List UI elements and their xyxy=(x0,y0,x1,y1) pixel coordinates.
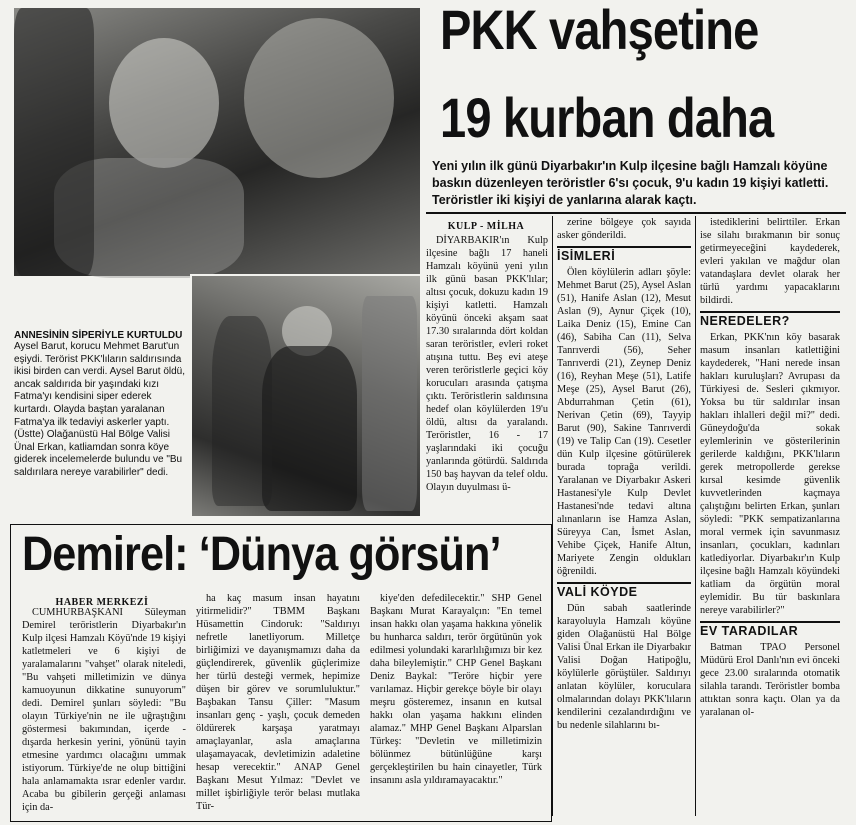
caption-text: Aysel Barut, korucu Mehmet Barut'un eşiydi. Terörist PKK'lıların saldırısında ikisi birden can verdi. Aysel Barut öldü, ancak saldırıda bir yaşındaki kızı Fatma'yı kendisini siper ederek kurtardı. Olayda baştan yaralanan Fatma'ya ilk tedaviyi askerler yaptı. (Üstte) Olağanüstü Hal Bölge Valisi Ünal Erkan, katliamdan sonra köye giderek incelemelerde bulundu ve "Bu saldırılara nereye varabilirler" dedi. xyxy=(14,341,186,478)
article2-column-1: CUMHURBAŞKANI Süleyman Demirel teröristlerin Diyarbakır'ın Kulp ilçesi Hamzalı Köyü'nde 19 kişiyi katletmeleri ve 6 kişiyi de yaralamalarını "vahşet" olarak niteledi, "Bu vahşeti milletimizin ve dünya kamuoyunun dikkatine sunuyorum" dedi. Demirel şunları söyledi: "Bu olayın Türkiye'nin ne ile uğraştığını göstermesi bakımından, içerde - dışarda herkesin yerini, yönünü tayin etmesine yardımcı olacağını ummak istiyorum. Türkiye'de ne olup bittiğini hala anlamamakta ısrar edenler vardır. Acaba bu gibilerin gerçeği anlaması için da- xyxy=(22,607,186,813)
subhead-isimleri: İSİMLERİ xyxy=(557,246,691,263)
headline-line-1: PKK vahşetine xyxy=(440,0,759,61)
subhead-ev-taradilar: EV TARADILAR xyxy=(700,621,840,638)
divider-top xyxy=(426,212,846,214)
column-rule-2 xyxy=(695,216,696,816)
headline-line-2: 19 kurban daha xyxy=(440,86,774,149)
main-photo-child-and-man xyxy=(14,8,420,276)
article1-column-3: istediklerini belirttiler. Erkan ise silahı bırakmanın bir sonuç getirmeyeceğini kaydederek, evleri yakılan ve mağdur olan vatandaşlara devlet olarak her türlü yardımı yapacaklarını bildirdi. NEREDELER? Erkan, PKK'nın köy basarak masum insanları katlettiğini kaydederek, "Hani nerede insan hakları kuruluşları? Avrupası da Türkiyesi de. Sesleri çıkmıyor. Yoksa bu tür saldırılar insan hakları ihlalleri değil mi?" dedi. Güneydoğu'da sokak eylemlerinin ve gösterilerinin gerilerde kaldığını, PKK'lıların gerek metropollerde gerekse kırsal kesimde güvenlik kuvvetlerinden kaçmaya çalıştığını belirten Erkan, şunları söyledi: "PKK sempatizanlarına moral vermek için savunmasız insanları, çocukları, kadınları katlediyorlar. Diyarbakır'ın Kulp ilçesine bağlı Hamzalı köyündeki katliam da örgütün moral eylemidir. Bu tür baskınlara nereye varabilirler?" EV TARADILAR Batman TPAO Personel Müdürü Erol Danlı'nın evi önceki gece 23.00 sıralarında otomatik silahla tarandı. Teröristler bomba attıktan sonra kaçtı. Olan ya da yaralanan ol- xyxy=(700,217,840,718)
subhead-vali-koyde: VALİ KÖYDE xyxy=(557,582,691,599)
column-rule-1 xyxy=(552,216,553,816)
headline-deck: Yeni yılın ilk günü Diyarbakır'ın Kulp ilçesine bağlı Hamzalı köyüne baskın düzenleyen teröristler 6'sı çocuk, 9'u kadın 19 kişiyi katletti. Teröristler iki kişiyi de yanlarına alarak kaçtı. xyxy=(432,159,829,207)
subhead-neredeler: NEREDELER? xyxy=(700,311,840,328)
inset-photo-governor-visit xyxy=(190,274,422,518)
caption-title: ANNESİNİN SİPERİYLE KURTULDU xyxy=(14,330,183,341)
article2-column-3: kiye'den defedilecektir." SHP Genel Başkanı Murat Karayalçın: "En temel insan hakkı olan yaşama hakkına yönelik bu hunharca saldırı, terör örgütünün yok edilmesi yolundaki kararlılığımızı bir kez daha bileylemiştir." CHP Genel Başkanı Deniz Baykal: "Teröre hiçbir yere varılamaz. Hiçbir gerekçe böyle bir olayı meşru gösteremez, insanın en kutsal hakkı olan yaşama hakkını elinden alamaz." MHP Genel Başkanı Alparslan Türkeş: "Devletin ve milletimizin bölünmez bütünlüğüne karşı gerçekleştirilen bu hain cinayetler, Türk insanını asla yıldıramayacaktır." xyxy=(370,593,542,786)
article2-dateline: HABER MERKEZİ xyxy=(55,597,149,608)
article1-dateline: KULP - MİLHA xyxy=(447,221,525,232)
photo-caption xyxy=(14,330,186,480)
article2-headline: Demirel: ‘Dünya görsün’ xyxy=(22,528,501,581)
article1-column-1: DİYARBAKIR'ın Kulp ilçesine bağlı 17 haneli Hamzalı köyünü yeni yılın ilk günü basan PKK'lılar; altısı çocuk, dokuzu kadın 19 kişiyi katletti. Hamzalı köyünü önceki akşam saat 17.30 sıralarında dört koldan saran teröristler, evleri roket atışına tuttu. Beş evi ateşe veren teröristlerle geçici köy korucuları arasında çatışma çıktı. Teröristlerin saldırısına hedef olan köylülerden 19'u öldü, altısı da yaralandı. Teröristler, 16 - 17 yaşlarındaki iki çocuğu yanlarında götürdü. Saldırıda 150 baş hayvan da telef oldu. Olayın duyulması ü- xyxy=(426,235,548,493)
article2-column-2: ha kaç masum insan hayatını yitirmelidir?" TBMM Başkanı Hüsamettin Cindoruk: "Saldırıyı nefretle lanetliyorum. Milletçe birliğimizi ve dayanışmamızı daha da güçlendirerek, güvenlik güçlerimize her türlü desteği vermek, hepimize düşen bir görev ve sorumluluktur." Başbakan Tansu Çiller: "Masum insanları genç - yaşlı, çocuk demeden öldürerek karşaşa yaratmayı amaçlayanlar, asla amaçlarına ulaşamayacak, devletimizin adaletine hesap verecektir." ANAP Genel Başkanı Mesut Yılmaz: "Devlet ve millet işbirliğiyle terör belası mutlaka Tür- xyxy=(196,593,360,812)
article1-column-2: zerine bölgeye çok sayıda asker gönderildi. İSİMLERİ Ölen köylülerin adları şöyle: Mehmet Barut (25), Aysel Aslan (51), Hanife Aslan (12), Mesut Aslan (9), Aynur Çiçek (10), Laika Deniz (15), Emine Can (46), Sabiha Can (11), Selva Tanrıverdi (56), Seher Tanrıverdi (21), Zeynep Deniz (16), Reyhan Meşe (51), Latife Meşe (25), Aysel Barut (26), Abdurrahman Çetin (61), Nerivan Çetin (69), Tayyip Barut (90), Sakine Tanrıverdi (19) ve Talip Can (19). Cesetler dün Kulp ilçesine götürülerek burada toprağa verildi. Yaralanan ve Diyarbakır Askeri Hastanesi'yle Kulp Devlet Hastanesi'nde tedavi altına alınanların ise Hamza Aslan, Süreyya Can, İsmet Aslan, Vehibe Çiçek, Hanife Altun, Mariyete Zengin oldukları öğrenildi. VALİ KÖYDE Dün sabah saatlerinde karayoluyla Hamzalı köyüne giden Olağanüstü Hal Bölge Valisi Ünal Erkan ile Diyarbakır Valisi Doğan Hatipoğlu, köylülerle görüştüler. Saldırıyı anlatan köylüler, koruculara olmalarından dolayı PKK'lıların kendilerini cezalandırdığını ve bu nedenle silahlarını bı- xyxy=(557,217,691,731)
